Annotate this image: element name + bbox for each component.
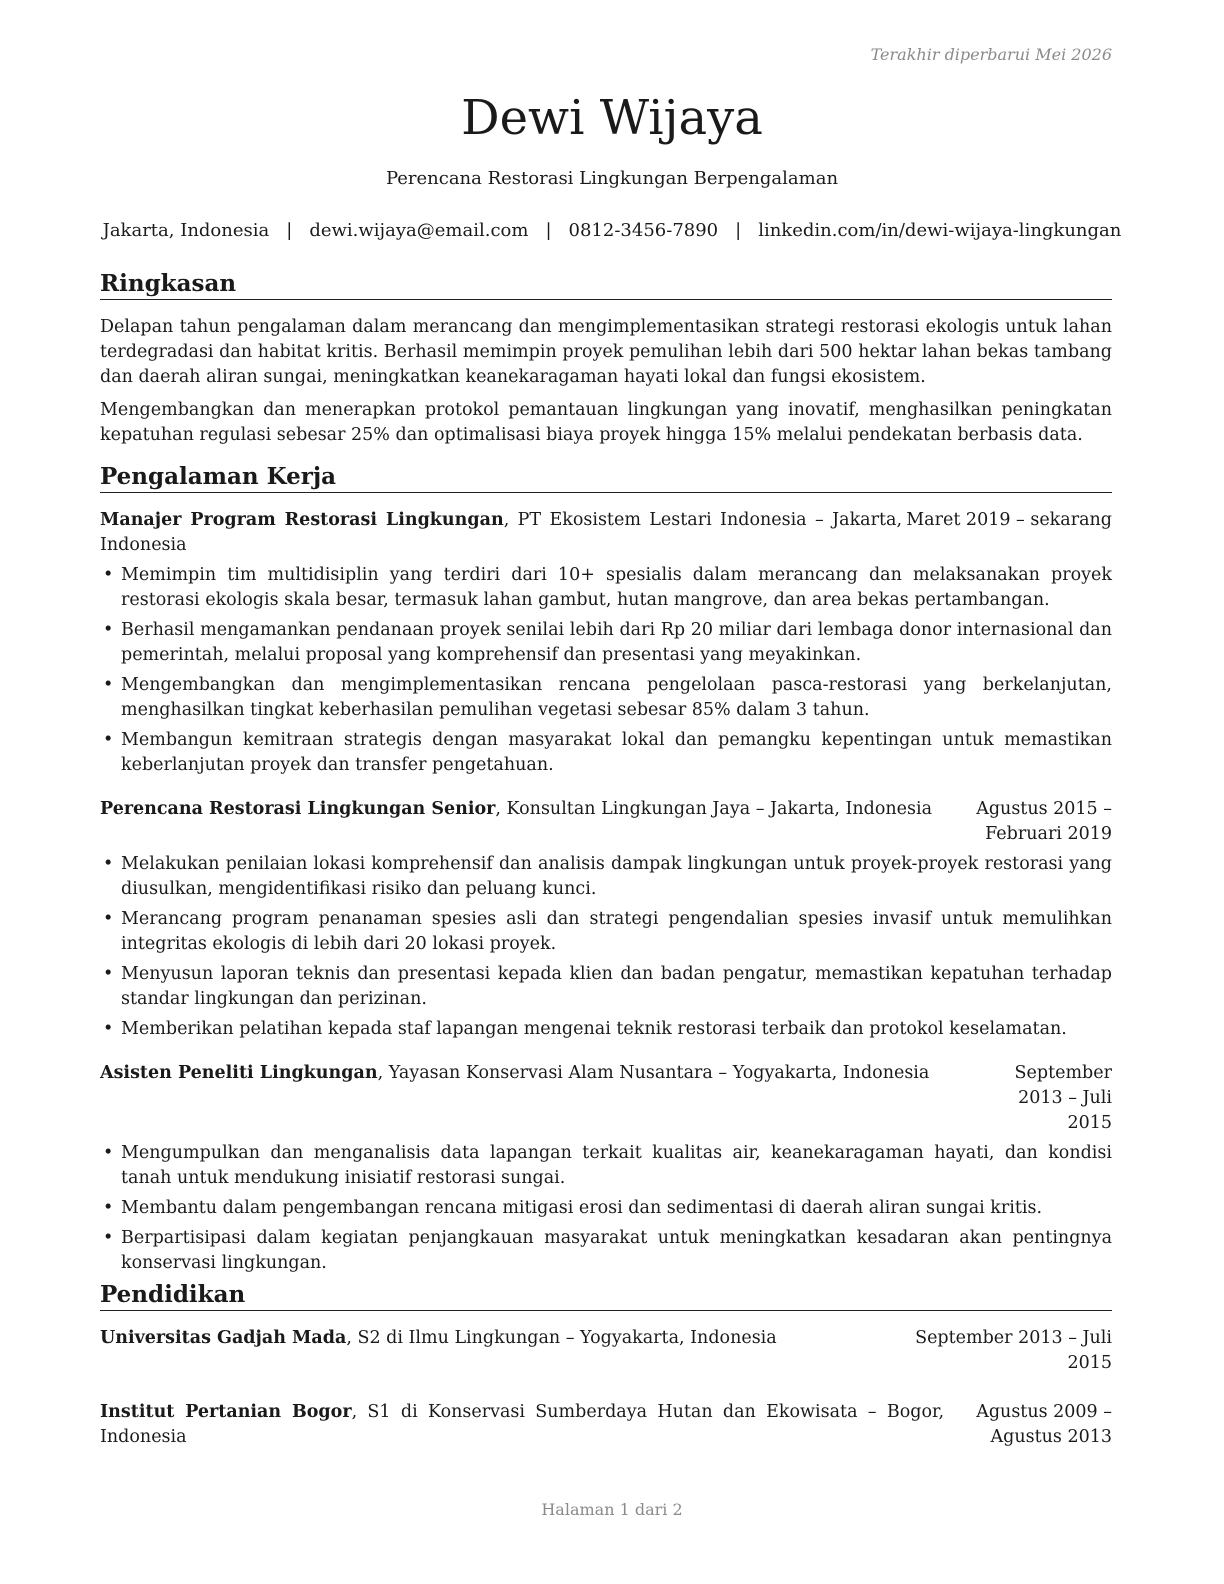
education-title-line [100, 1326, 872, 1376]
education-detail: , S1 di Konservasi Sumberdaya Hutan dan Ekowisata – Bogor, Indonesia [100, 1402, 945, 1447]
education-dates: Agustus 2009 – Agustus 2013 [976, 1402, 1112, 1447]
job-title-line [100, 508, 902, 558]
page-number: Halaman 1 dari 2 [541, 1500, 683, 1519]
candidate-headline: Perencana Restorasi Lingkungan Berpengalaman [385, 168, 839, 189]
list-item: • Mengumpulkan dan menganalisis data lapangan terkait kualitas air, keanekaragaman hayati, dan kondisi tanah untuk mendukung inisiatif restorasi sungai. [100, 1141, 1112, 1191]
contact-email[interactable]: dewi.wijaya@email.com [309, 220, 529, 241]
education-section [100, 1281, 1112, 1450]
job-bullet-list [100, 1141, 1112, 1276]
list-item: • Berhasil mengamankan pendanaan proyek senilai lebih dari Rp 20 miliar dari lembaga donor internasional dan pemerintah, melalui proposal yang komprehensif dan presentasi yang meyakinkan. [100, 618, 1112, 668]
section-title-education: Pendidikan [100, 1281, 1112, 1311]
job-dates: Agustus 2015 – Februari 2019 [976, 799, 1112, 844]
education-entry [100, 1400, 1112, 1450]
list-item: • Memberikan pelatihan kepada staf lapangan mengenai teknik restorasi terbaik dan protokol keselamatan. [100, 1017, 1112, 1042]
education-school: Universitas Gadjah Mada [100, 1328, 347, 1348]
contact-separator: | [735, 220, 742, 241]
candidate-name: Dewi Wijaya [461, 90, 763, 146]
job-entry [100, 508, 1112, 778]
contact-line [0, 219, 1224, 243]
education-detail: , S2 di Ilmu Lingkungan – Yogyakarta, Indonesia [346, 1328, 777, 1348]
contact-separator: | [545, 220, 552, 241]
education-entry [100, 1326, 1112, 1376]
education-title-line [100, 1400, 944, 1450]
job-title-line [100, 1061, 972, 1136]
job-organization: , Yayasan Konservasi Alam Nusantara – Yogyakarta, Indonesia [377, 1063, 930, 1083]
contact-location: Jakarta, Indonesia [102, 220, 270, 241]
contact-separator: | [286, 220, 293, 241]
summary-paragraph: Delapan tahun pengalaman dalam merancang dan mengimplementasikan strategi restorasi ekologis untuk lahan terdegradasi dan habitat kritis. Berhasil memimpin proyek pemulihan lebih dari 500 hektar lahan bekas tambang dan daerah aliran sungai, meningkatkan keanekaragaman hayati lokal dan fungsi ekosistem. [100, 317, 1112, 387]
contact-phone[interactable]: 0812-3456-7890 [568, 220, 719, 241]
job-dates: September 2013 – Juli 2015 [1014, 1063, 1112, 1133]
education-dates: September 2013 – Juli 2015 [915, 1328, 1112, 1373]
list-item: • Mengembangkan dan mengimplementasikan rencana pengelolaan pasca-restorasi yang berkelanjutan, menghasilkan tingkat keberhasilan pemulihan vegetasi sebesar 85% dalam 3 tahun. [100, 673, 1112, 723]
job-entry [100, 797, 1112, 1042]
summary-section [100, 270, 1112, 448]
list-item: • Berpartisipasi dalam kegiatan penjangkauan masyarakat untuk meningkatkan kesadaran akan pentingnya konservasi lingkungan. [100, 1226, 1112, 1276]
education-school: Institut Pertanian Bogor [100, 1402, 352, 1422]
job-entry [100, 1061, 1112, 1276]
list-item: • Membangun kemitraan strategis dengan masyarakat lokal dan pemangku kepentingan untuk memastikan keberlanjutan proyek dan transfer pengetahuan. [100, 728, 1112, 778]
job-role: Manajer Program Restorasi Lingkungan [100, 510, 504, 530]
list-item: • Memimpin tim multidisiplin yang terdiri dari 10+ spesialis dalam merancang dan melaksanakan proyek restorasi ekologis skala besar, termasuk lahan gambut, hutan mangrove, dan area bekas pertambangan. [100, 563, 1112, 613]
contact-linkedin[interactable]: linkedin.com/in/dewi-wijaya-lingkungan [758, 220, 1122, 241]
job-header [100, 797, 1112, 847]
job-bullet-list [100, 563, 1112, 778]
list-item: • Membantu dalam pengembangan rencana mitigasi erosi dan sedimentasi di daerah aliran sungai kritis. [100, 1196, 1112, 1221]
summary-paragraph: Mengembangkan dan menerapkan protokol pemantauan lingkungan yang inovatif, menghasilkan peningkatan kepatuhan regulasi sebesar 25% dan optimalisasi biaya proyek hingga 15% melalui pendekatan berbasis data. [100, 400, 1112, 445]
section-title-summary: Ringkasan [100, 270, 1112, 300]
job-organization: , Konsultan Lingkungan Jaya – Jakarta, Indonesia [495, 799, 933, 819]
job-role: Perencana Restorasi Lingkungan Senior [100, 799, 496, 819]
job-title-line [100, 797, 944, 847]
list-item: • Merancang program penanaman spesies asli dan strategi pengendalian spesies invasif untuk memulihkan integritas ekologis di lebih dari 20 lokasi proyek. [100, 907, 1112, 957]
job-dates: Maret 2019 – sekarang [906, 510, 1112, 530]
job-header [100, 1061, 1112, 1136]
list-item: • Menyusun laporan teknis dan presentasi kepada klien dan badan pengatur, memastikan kepatuhan terhadap standar lingkungan dan perizinan. [100, 962, 1112, 1012]
experience-section [100, 463, 1112, 1276]
job-role: Asisten Peneliti Lingkungan [100, 1063, 378, 1083]
list-item: • Melakukan penilaian lokasi komprehensif dan analisis dampak lingkungan untuk proyek-proyek restorasi yang diusulkan, mengidentifikasi risiko dan peluang kunci. [100, 852, 1112, 902]
job-header [100, 508, 1112, 558]
job-organization: , PT Ekosistem Lestari Indonesia – Jakarta, Indonesia [100, 510, 903, 555]
job-bullet-list [100, 852, 1112, 1042]
section-title-experience: Pengalaman Kerja [100, 463, 1112, 493]
last-updated-note: Terakhir diperbarui Mei 2026 [870, 45, 1112, 64]
